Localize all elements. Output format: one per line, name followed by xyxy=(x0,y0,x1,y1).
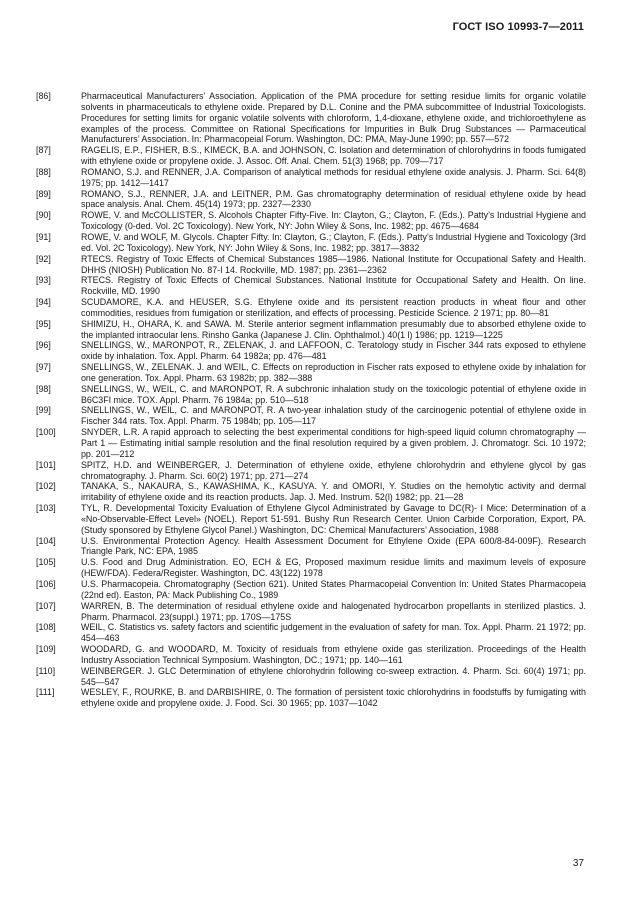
reference-entry xyxy=(36,189,586,211)
reference-text: WEINBERGER. J. GLC Determination of ethylene chlorohydrin following co-sweep extraction. 4. Pharm. Sci. 60(4) 1971; pp. 545—547 xyxy=(81,665,586,687)
reference-text: TANAKA, S., NAKAURA, S., KAWASHIMA, K., KASUYA. Y. and OMORI, Y. Studies on the hemolytic activity and dermal irritability of ethylene oxide and its reaction products. Jap. J. Med. Instrum. 52(l) 1982; pp. 21—28 xyxy=(81,481,586,503)
reference-number: [88] xyxy=(36,166,51,177)
reference-text: SNYDER, L.R. A rapid approach to selecting the best experimental conditions for high-speed liquid column chromatography — Part 1 — Estimating initial sample resolution and the final resolution required by a given problem. J. Chromatogr. Sci. 10 1972; pp. 201—212 xyxy=(81,427,586,459)
reference-text: TYL, R. Developmental Toxicity Evaluation of Ethylene Glycol Administrated by Gavage to DC(R)- I Mice: Determination of a «No-Observable-Effect Level» (NOEL). Report 51-591. Bushy Run Research Center. Union Carbide Corporation, Export, PA. (Study sponsored by Ethylene Glycol Panel.) Washington, DC: Chemical Manufacturers’ Association, 1988 xyxy=(81,503,586,535)
reference-entry xyxy=(36,384,586,406)
page-number: 37 xyxy=(572,858,584,869)
reference-entry xyxy=(36,687,586,709)
reference-entry xyxy=(36,427,586,460)
reference-text: ROWE, V. and WOLF, M. Glycols. Chapter Fifty. In: Clayton, G.; Clayton, F. (Eds.). Patty’s Industrial Hygiene and Toxicology (3rd ed. Vol. 2C Toxicology). New York, NY: John Wiley & Sons, Inc. 1982; pp. 3817—3832 xyxy=(81,231,586,253)
reference-entry xyxy=(36,275,586,297)
reference-number: [102] xyxy=(36,481,56,492)
reference-entry xyxy=(36,481,586,503)
reference-number: [110] xyxy=(36,665,56,676)
reference-number: [100] xyxy=(36,427,56,438)
reference-number: [94] xyxy=(36,297,51,308)
reference-text: ROMANO, S.J. and RENNER, J.A. Comparison of analytical methods for residual ethylene oxide analysis. J. Pharm. Sci. 64(8) 1975; pp. 1412—1417 xyxy=(81,166,586,188)
reference-text: ROMANO, S.J., RENNER, J.A. and LEITNER, P.M. Gas chromatography determination of residual ethylene oxide by head space analysis. Anal. Chem. 45(14) 1973; pp. 2327—2330 xyxy=(81,188,586,210)
reference-entry xyxy=(36,579,586,601)
reference-entry xyxy=(36,666,586,688)
reference-number: [95] xyxy=(36,318,51,329)
reference-text: WESLEY, F., ROURKE, B. and DARBISHIRE, 0. The formation of persistent toxic chlorohydrins in foodstuffs by fumigating with ethylene oxide and propylene oxide. J. Food. Sci. 30 1965; pp. 1037—1042 xyxy=(81,687,586,709)
reference-text: SCUDAMORE, K.A. and HEUSER, S.G. Ethylene oxide and its persistent reaction products in wheat flour and other commodities, residues from fumigation or sterilization, and effects of processing. Pesticide Science. 2 1971; pp. 80—81 xyxy=(81,297,586,318)
reference-number: [106] xyxy=(36,578,56,589)
reference-entry xyxy=(36,622,586,644)
reference-entry xyxy=(36,145,586,167)
reference-number: [87] xyxy=(36,145,51,156)
reference-entry xyxy=(36,254,586,276)
reference-entry xyxy=(36,503,586,536)
reference-text: WOODARD, G. and WOODARD, M. Toxicity of residuals from ethylene oxide gas sterilization. Proceedings of the Health Industry Association Technical Symposium. Washington, DC.; 1971; pp. 140—161 xyxy=(81,644,586,665)
reference-text: RAGELIS, E.P., FISHER, B.S., KIMECK, B.A. and JOHNSON, C. Isolation and determination of chlorohydrins in foods fumigated with ethylene oxide or propylene oxide. J. Assoc. Off. Anal. Chem. 51(3) 1968; pp. 709—717 xyxy=(81,145,586,167)
reference-text: U.S. Pharmacopeia. Chromatography (Section 621). United States Pharmacopeial Convention In: United States Pharmacopeia (22nd ed). Easton, PA: Mack Publishing Co., 1989 xyxy=(81,578,586,600)
reference-text: RTECS. Registry of Toxic Effects of Chemical Substances 1985—1986. National Institute for Occupational Safety and Health. DHHS (NIOSH) Publication No. 87-I 14. Rockville, MD. 1987; pp. 2361—2362 xyxy=(81,253,586,275)
reference-number: [93] xyxy=(36,275,51,286)
reference-entry xyxy=(36,167,586,189)
reference-list xyxy=(36,91,586,709)
reference-text: SPITZ, H.D. and WEINBERGER, J. Determination of ethylene oxide, ethylene chlorohydrin and ethylene glycol by gas chromatography. J. Pharm. Sci. 60(2) 1971; pp. 271—274 xyxy=(81,459,586,481)
reference-number: [91] xyxy=(36,231,51,242)
reference-text: U.S. Food and Drug Administration. EO, ECH & EG, Proposed maximum residue limits and maximum levels of exposure (HEW/FDA). Federa/Register. Washington, DC. 43(122) 1978 xyxy=(81,557,586,579)
reference-text: SNELLINGS, W., WEIL, C. and MARONPOT, R. A subchronic inhalation study on the toxicologic potential of ethylene oxide in B6C3FI mice. TOX. Appl. Pharm. 76 1984a; pp. 510—518 xyxy=(81,383,586,405)
reference-entry xyxy=(36,297,586,319)
reference-entry xyxy=(36,601,586,623)
reference-entry xyxy=(36,460,586,482)
reference-entry xyxy=(36,536,586,558)
reference-text: U.S. Environmental Protection Agency. Health Assessment Document for Ethylene Oxide (EPA 600/8-84-009F). Research Triangle Park, NC: EPA, 1985 xyxy=(81,535,586,557)
reference-number: [111] xyxy=(36,687,55,698)
reference-text: SNELLINGS, W., MARONPOT, R., ZELENAK, J. and LAFFOON, C. Teratology study in Fischer 344 rats exposed to ethylene oxide by inhalation. Tox. Appl. Pharm. 64 1982a; pp. 476—481 xyxy=(81,340,586,362)
reference-text: WARREN, B. The determination of residual ethylene oxide and halogenated hydrocarbon propellants in sterilized plastics. J. Pharm. Pharmacol. 23(suppl.) 1971; pp. 170S—175S xyxy=(81,600,586,622)
reference-entry xyxy=(36,210,586,232)
reference-number: [96] xyxy=(36,340,51,351)
reference-number: [101] xyxy=(36,459,56,470)
reference-number: [108] xyxy=(36,622,56,633)
reference-entry xyxy=(36,319,586,341)
reference-number: [104] xyxy=(36,535,56,546)
reference-entry xyxy=(36,91,586,145)
reference-text: ROWE, V. and McCOLLISTER, S. Alcohols Chapter Fifty-Five. In: Clayton, G.; Clayton, F. (Eds.). Patty’s Industrial Hygiene and Toxicology (0-ded. Vol. 2C Toxicology). New York, NY: John Wiley & Sons, Inc. 1982; pp. 4675—4684 xyxy=(81,210,586,232)
reference-text: SNELLINGS, W., WEIL, C. and MARONPOT, R. A two-year inhalation study of the carcinogenic potential of ethylene oxide in Fischer 344 rats. Tox. Appl. Pharm. 75 1984b; pp. 105—117 xyxy=(81,405,586,427)
reference-text: WEIL, C. Statistics vs. safety factors and scientific judgement in the evaluation of safety for man. Tox. Appl. Pharm. 21 1972; pp. 454—463 xyxy=(81,622,586,644)
reference-number: [98] xyxy=(36,383,51,394)
reference-number: [109] xyxy=(36,644,56,655)
reference-number: [86] xyxy=(36,91,51,101)
reference-number: [105] xyxy=(36,557,56,568)
reference-text: SNELLINGS, W., ZELENAK. J. and WEIL, C. Effects on reproduction in Fischer rats exposed to ethylene oxide by inhalation for one generation. Tox. Appl. Pharm. 63 1982b; pp. 382—388 xyxy=(81,362,586,383)
reference-number: [99] xyxy=(36,405,51,416)
document-standard-id: ГОСТ ISO 10993-7—2011 xyxy=(452,21,584,33)
reference-entry xyxy=(36,232,586,254)
reference-entry xyxy=(36,557,586,579)
reference-entry xyxy=(36,405,586,427)
reference-number: [90] xyxy=(36,210,51,221)
reference-number: [92] xyxy=(36,253,51,264)
reference-number: [97] xyxy=(36,362,51,373)
reference-number: [103] xyxy=(36,503,56,514)
reference-number: [107] xyxy=(36,600,56,611)
reference-text: RTECS. Registry of Toxic Effects of Chemical Substances. National Institute for Occupational Safety and Health. On line. Rockville, MD. 1990 xyxy=(81,275,586,297)
reference-text: SHIMIZU, H., OHARA, K. and SAWA. M. Sterile anterior segment inflammation presumably due to absorbed ethylene oxide to the implanted intraocular lens. Rinsho Ganka (Japanese J. Clin. Ophthalmol.) 40(1 l) 1986; pp. 1219—1225 xyxy=(81,318,586,340)
reference-number: [89] xyxy=(36,188,51,199)
reference-text: Pharmaceutical Manufacturers’ Association. Application of the PMA procedure for setting residue limits for organic volatile solvents in pharmaceuticals to ethylene oxide. Prepared by D.L. Conine and the PMA subcommittee of Industrial Toxicologists. Procedures for setting limits for organic volatile solvents with chloroform, 1,4-dioxane, ethylene oxide, and trichloroethylene as examples of the process. Committee on Rational Specifications for Impurities in Bulk Drug Substances — Parmaceutical Manufacturers’ Association. In: Pharmacopeial Forum. Washington, DC: PMA, May-June 1990; pp. 557—572 xyxy=(81,91,586,145)
reference-entry xyxy=(36,362,586,384)
reference-entry xyxy=(36,340,586,362)
reference-entry xyxy=(36,644,586,666)
